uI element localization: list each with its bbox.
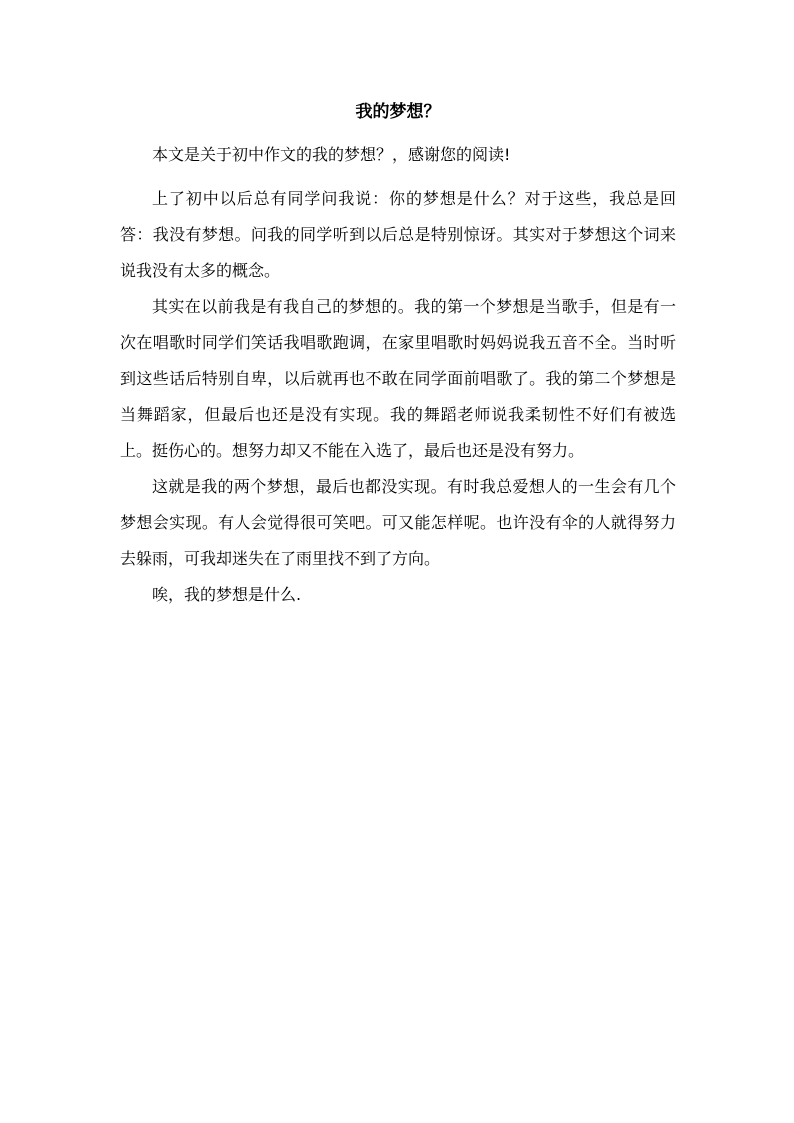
intro-paragraph: 本文是关于初中作文的我的梦想？，感谢您的阅读! bbox=[152, 145, 511, 164]
document-title: 我的梦想？ bbox=[355, 102, 441, 122]
body-paragraph-1: 上了初中以后总有同学问我说：你的梦想是什么？对于这些，我总是回答：我没有梦想。问我的同学听到以后总是特别惊讶。其实对于梦想这个词来说我没有太多的概念。 bbox=[120, 189, 676, 280]
body-paragraph-4: 唉，我的梦想是什么. bbox=[152, 585, 302, 604]
body-paragraph-3: 这就是我的两个梦想，最后也都没实现。有时我总爱想人的一生会有几个梦想会实现。有人会觉得很可笑吧。可又能怎样呢。也许没有伞的人就得努力去躲雨，可我却迷失在了雨里找不到了方向。 bbox=[120, 477, 676, 568]
body-paragraph-2: 其实在以前我是有我自己的梦想的。我的第一个梦想是当歌手，但是有一次在唱歌时同学们笑话我唱歌跑调，在家里唱歌时妈妈说我五音不全。当时听到这些话后特别自卑，以后就再也不敢在同学面前唱歌了。我的第二个梦想是当舞蹈家，但最后也还是没有实现。我的舞蹈老师说我柔韧性不好们有被选上。挺伤心的。想努力却又不能在入选了，最后也还是没有努力。 bbox=[120, 297, 676, 460]
document-page bbox=[120, 99, 676, 613]
